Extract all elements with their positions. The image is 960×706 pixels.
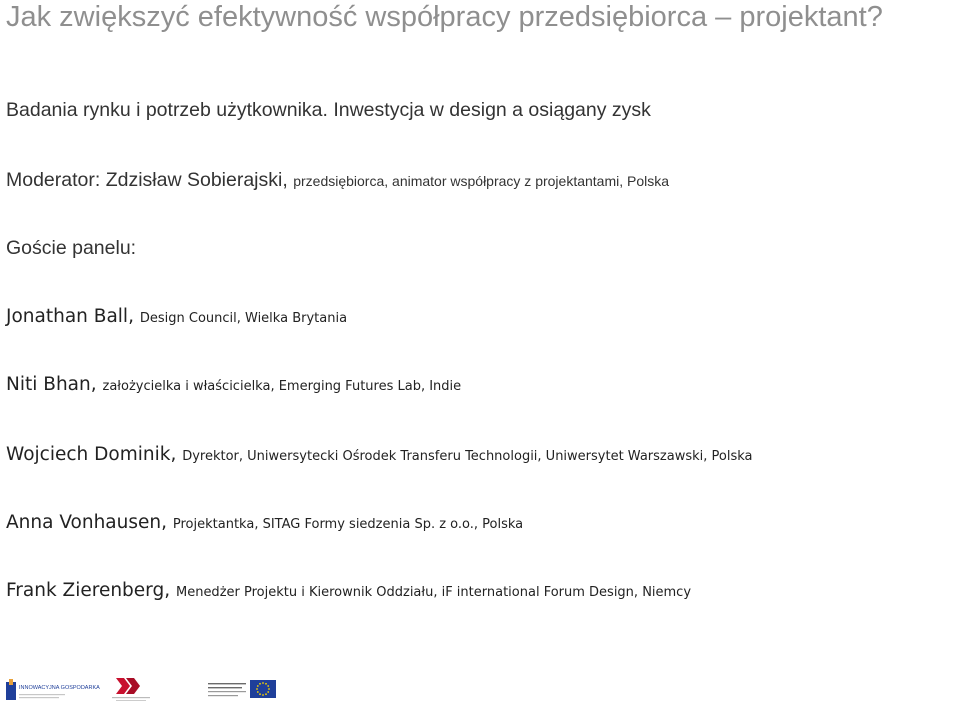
guest-name: Jonathan Ball,: [6, 306, 134, 327]
instytut-wzornictwa-logo: [108, 676, 154, 702]
moderator-role: przedsiębiorca, animator współpracy z projektantami, Polska: [293, 173, 670, 189]
guest-item: [6, 579, 691, 605]
guest-name: Niti Bhan,: [6, 374, 97, 395]
guest-name: Anna Vonhausen,: [6, 512, 167, 533]
topic-line: Badania rynku i potrzeb użytkownika. Inwestycja w design a osiągany zysk: [6, 99, 651, 121]
guest-name: Wojciech Dominik,: [6, 444, 177, 465]
guest-role: założycielka i właścicielka, Emerging Futures Lab, Indie: [102, 379, 462, 394]
guest-role: Design Council, Wielka Brytania: [139, 311, 348, 326]
guest-item: [6, 511, 523, 537]
guest-name: Frank Zierenberg,: [6, 580, 171, 601]
moderator-line: [6, 168, 669, 193]
moderator-name: Moderator: Zdzisław Sobierajski,: [6, 169, 288, 191]
page-title: Jak zwiększyć efektywność współpracy przedsiębiorca – projektant?: [6, 1, 883, 33]
guest-item: [6, 373, 461, 399]
guest-role: Projektantka, SITAG Formy siedzenia Sp. z o.o., Polska: [172, 517, 524, 532]
eu-flag-icon: [250, 680, 276, 698]
guests-heading: Goście panelu:: [6, 237, 137, 259]
guest-role: Dyrektor, Uniwersytecki Ośrodek Transferu Technologii, Uniwersytet Warszawski, Polska: [182, 449, 753, 464]
guest-item: [6, 443, 753, 469]
logo-text: INNOWACYJNA GOSPODARKA: [19, 685, 100, 691]
footer-logos: [0, 672, 960, 704]
ue-efrr-logo: [208, 682, 248, 700]
guest-item: [6, 305, 347, 331]
guest-role: Menedżer Projektu i Kierownik Oddziału, iF international Forum Design, Niemcy: [175, 585, 692, 600]
innowacyjna-gospodarka-logo: [6, 678, 100, 702]
